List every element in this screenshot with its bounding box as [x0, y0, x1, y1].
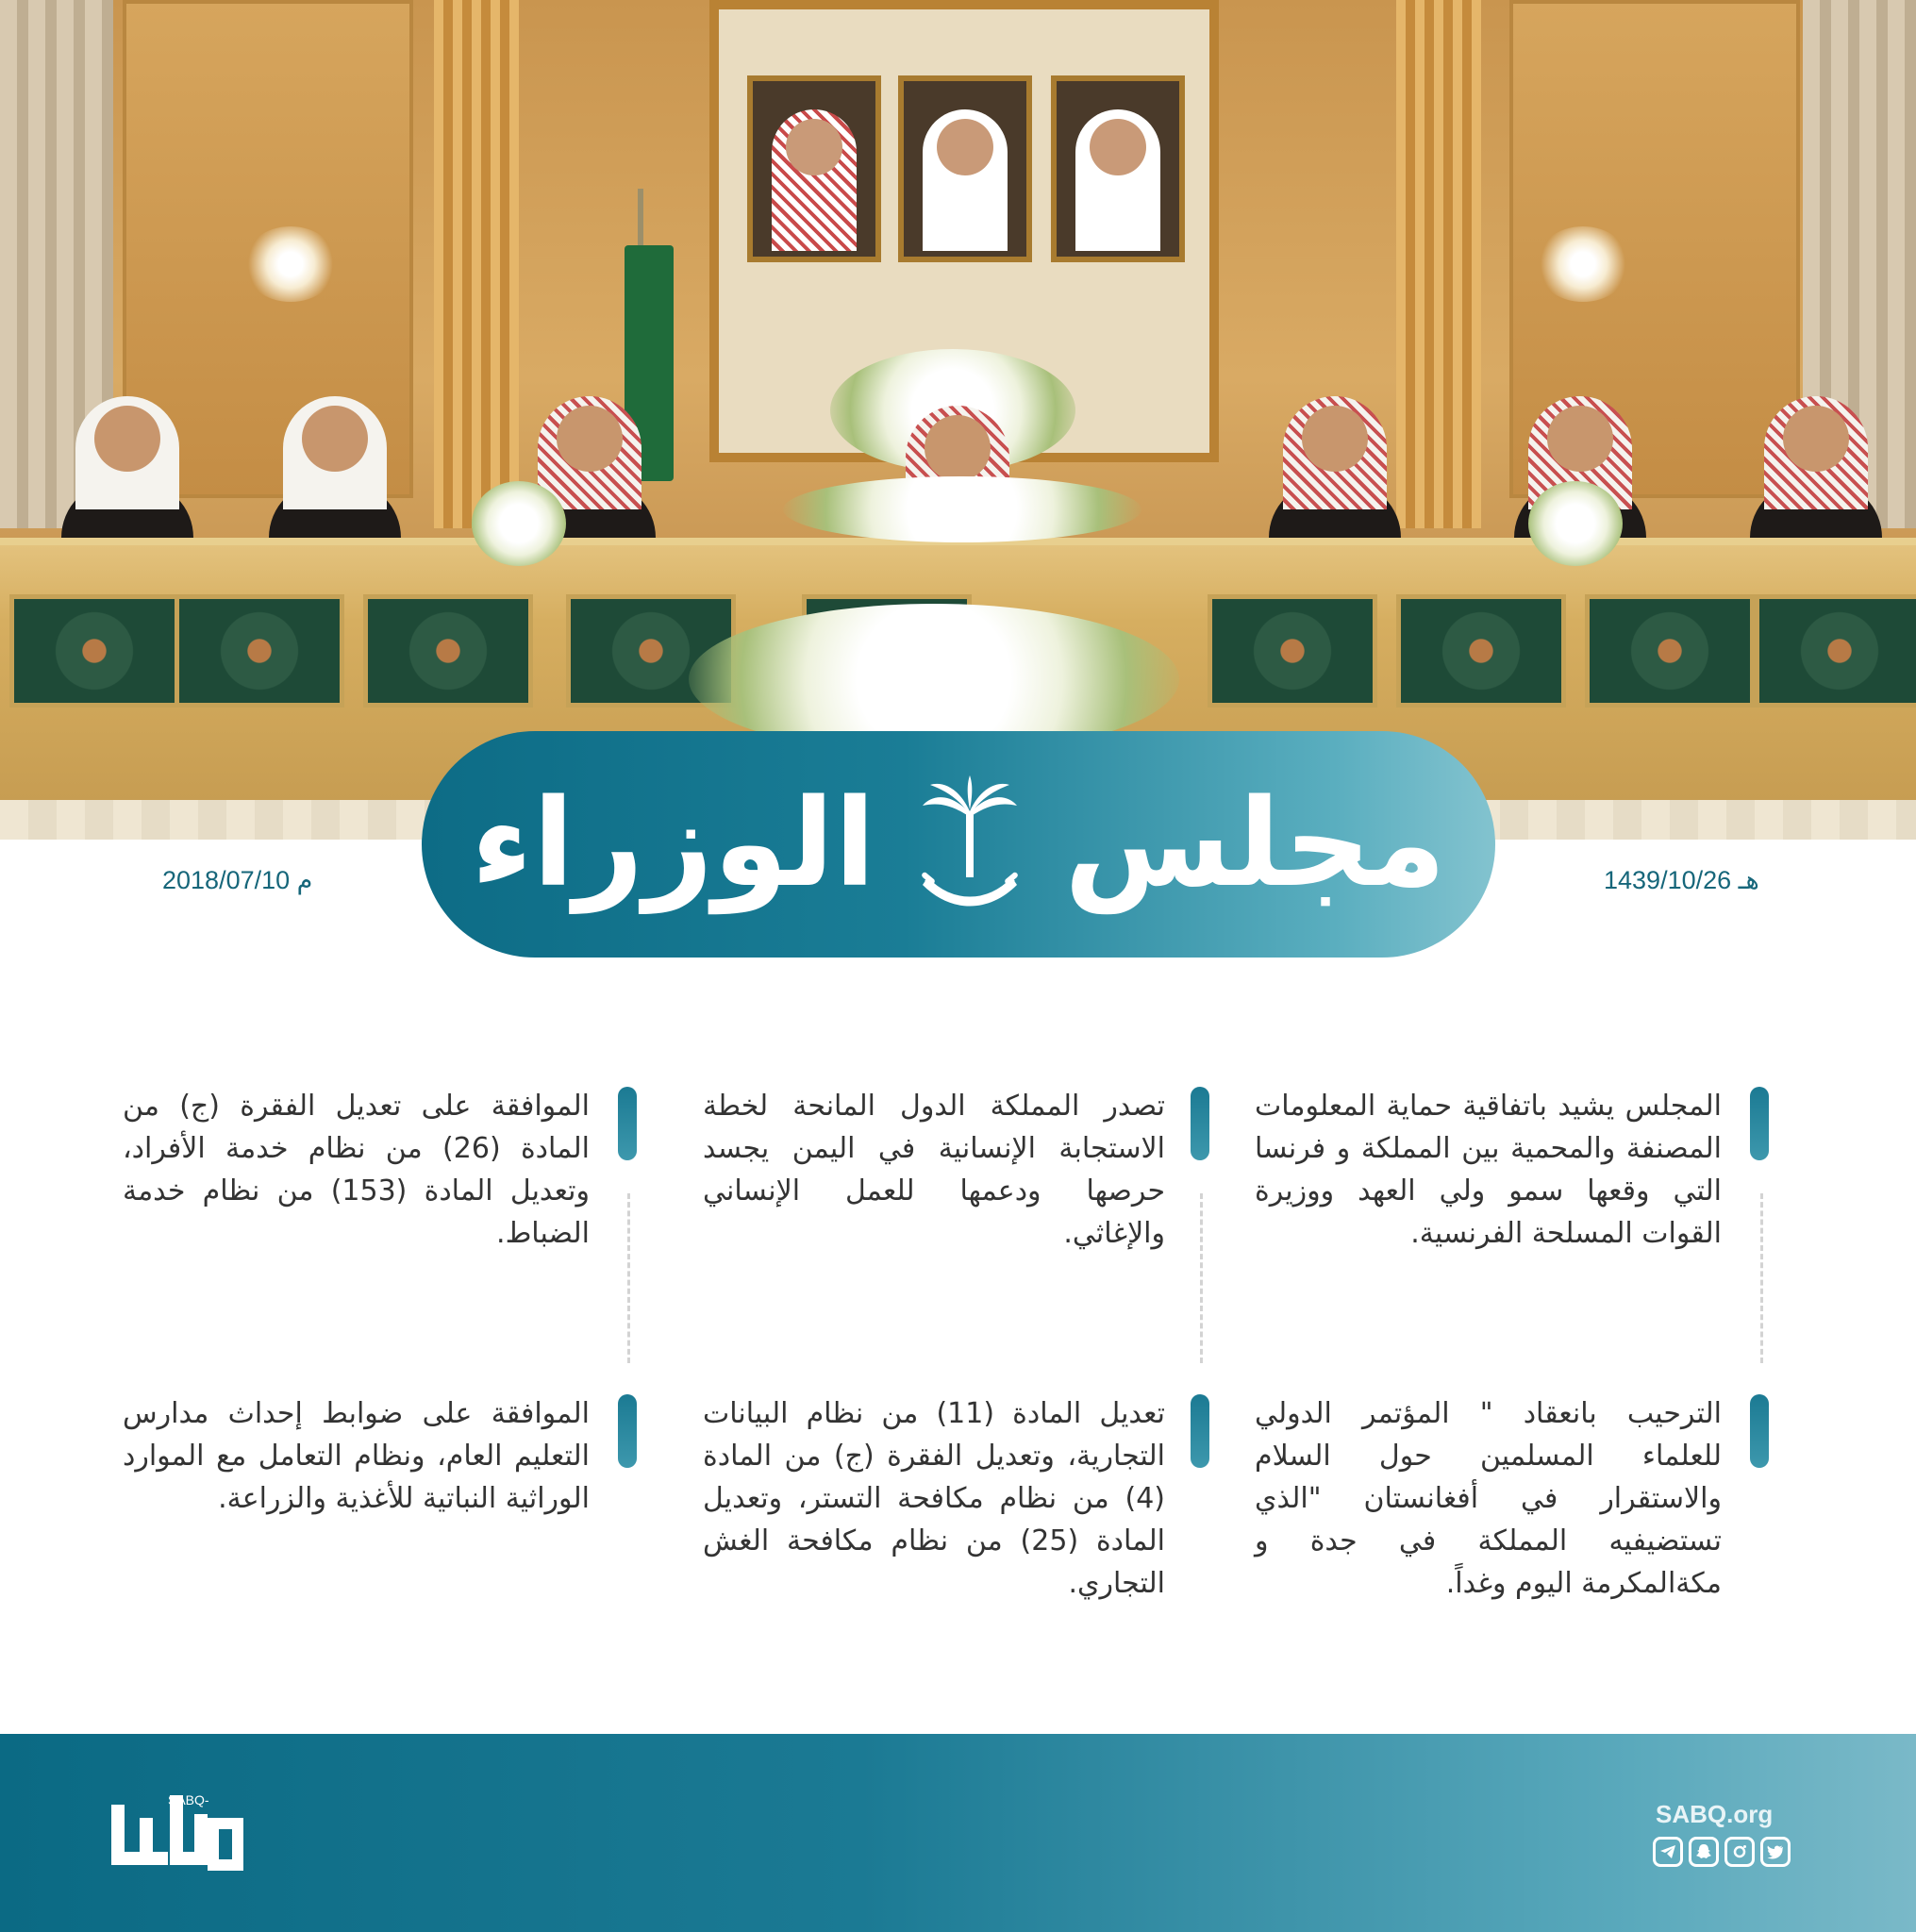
flowers: [1528, 481, 1623, 566]
news-item: [123, 1085, 599, 1255]
pillar: [434, 0, 519, 528]
title-word-council: مجلس: [1064, 774, 1446, 914]
person: [264, 406, 406, 547]
palm-swords-emblem-icon: [913, 774, 1026, 915]
telegram-icon[interactable]: [1653, 1837, 1683, 1867]
table-inlay: [9, 594, 179, 708]
flowers: [472, 481, 566, 566]
news-item: [1255, 1392, 1731, 1605]
snapchat-icon[interactable]: [1689, 1837, 1719, 1867]
table-inlay: [175, 594, 344, 708]
table-inlay: [363, 594, 533, 708]
chandelier: [1536, 226, 1630, 302]
instagram-icon[interactable]: [1724, 1837, 1755, 1867]
divider: [1200, 1193, 1203, 1363]
news-item-text: الموافقة على تعديل الفقرة (ج) من المادة (26) من نظام خدمة الأفراد، وتعديل المادة (153) من نظام خدمة الضباط.: [123, 1090, 591, 1250]
date-gregorian: 2018/07/10 م: [162, 866, 313, 894]
divider: [627, 1193, 630, 1363]
news-item-text: الموافقة على ضوابط إحداث مدارس التعليم العام، ونظام التعامل مع الموارد الوراثية النباتية للأغذية والزراعة.: [123, 1397, 590, 1515]
table-inlay: [1755, 594, 1916, 708]
news-item: [1255, 1085, 1731, 1255]
flowers: [783, 476, 1141, 542]
news-item: [123, 1392, 599, 1520]
footer-bar: [0, 1734, 1916, 1932]
twitter-icon[interactable]: [1760, 1837, 1791, 1867]
portrait: [747, 75, 881, 262]
person: [57, 406, 198, 547]
social-links: [1653, 1837, 1791, 1867]
portrait: [898, 75, 1032, 262]
title-banner: [422, 731, 1495, 958]
news-item-text: الترحيب بانعقاد " المؤتمر الدولي للعلماء المسلمين حول السلام والاستقرار في أفغانستان "الذي تستضيفيه المملكة في جدة و مكةالمكرمة اليوم وغداً.: [1255, 1397, 1722, 1600]
news-item-text: تصدر المملكة الدول المانحة لخطة الاستجابة الإنسانية في اليمن يجسد حرصها ودعمها للعمل الإنساني والإغاثي.: [703, 1090, 1165, 1250]
item-marker: [1750, 1394, 1769, 1468]
item-marker: [618, 1087, 637, 1160]
chandelier: [243, 226, 338, 302]
item-marker: [1191, 1394, 1209, 1468]
logo-tagline: SABQ-: [168, 1792, 209, 1807]
table-inlay: [1585, 594, 1755, 708]
person: [1264, 406, 1406, 547]
table-inlay: [1208, 594, 1377, 708]
item-marker: [618, 1394, 637, 1468]
header-photo: [0, 0, 1916, 840]
date-hijri: 1439/10/26 هـ: [1604, 866, 1759, 894]
news-item-text: المجلس يشيد باتفاقية حماية المعلومات المصنفة والمحمية بين المملكة و فرنسا التي وقعها سمو ولي العهد ووزيرة القوات المسلحة الفرنسية.: [1255, 1090, 1722, 1250]
page-title: [422, 731, 1495, 958]
item-marker: [1191, 1087, 1209, 1160]
item-marker: [1750, 1087, 1769, 1160]
title-word-ministers: الوزراء: [471, 774, 876, 914]
divider: [1760, 1193, 1763, 1363]
portrait: [1051, 75, 1185, 262]
news-item: [703, 1085, 1175, 1255]
pillar: [1396, 0, 1481, 528]
news-item: [703, 1392, 1175, 1605]
table-inlay: [1396, 594, 1566, 708]
news-item-text: تعديل المادة (11) من نظام البيانات التجارية، وتعديل الفقرة (ج) من المادة (4) من نظام مكافحة التستر، وتعديل المادة (25) من نظام مكافحة الغش التجاري.: [703, 1397, 1165, 1600]
person: [1745, 406, 1887, 547]
site-url[interactable]: SABQ.org: [1656, 1800, 1774, 1828]
